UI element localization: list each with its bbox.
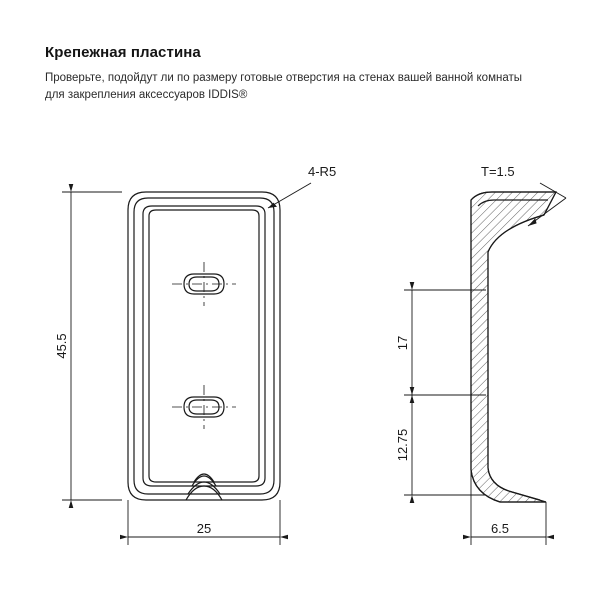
radius-callout-label: 4-R5: [308, 164, 337, 179]
page-subtitle-line-2: для закрепления аксессуаров IDDIS®: [45, 89, 248, 101]
side-view-geometry: [471, 192, 556, 502]
side-width-dimension-label: 6.5: [490, 521, 510, 536]
front-height-dimension: [62, 192, 122, 500]
side-upper-dimension-label: 17: [395, 335, 410, 351]
side-lower-dimension-label: 12.75: [395, 428, 410, 462]
front-width-dimension-label: 25: [196, 521, 212, 536]
front-height-dimension-label: 45.5: [54, 333, 69, 359]
page-subtitle-line-1: Проверьте, подойдут ли по размеру готовые отверстия на стенах вашей ванной комнаты: [45, 72, 523, 84]
front-view-geometry: [128, 192, 280, 500]
front-view-centerlines: [172, 262, 236, 429]
page-title: Крепежная пластина: [45, 44, 201, 61]
thickness-callout-label: T=1.5: [481, 164, 515, 179]
front-view-slots: [184, 274, 224, 417]
